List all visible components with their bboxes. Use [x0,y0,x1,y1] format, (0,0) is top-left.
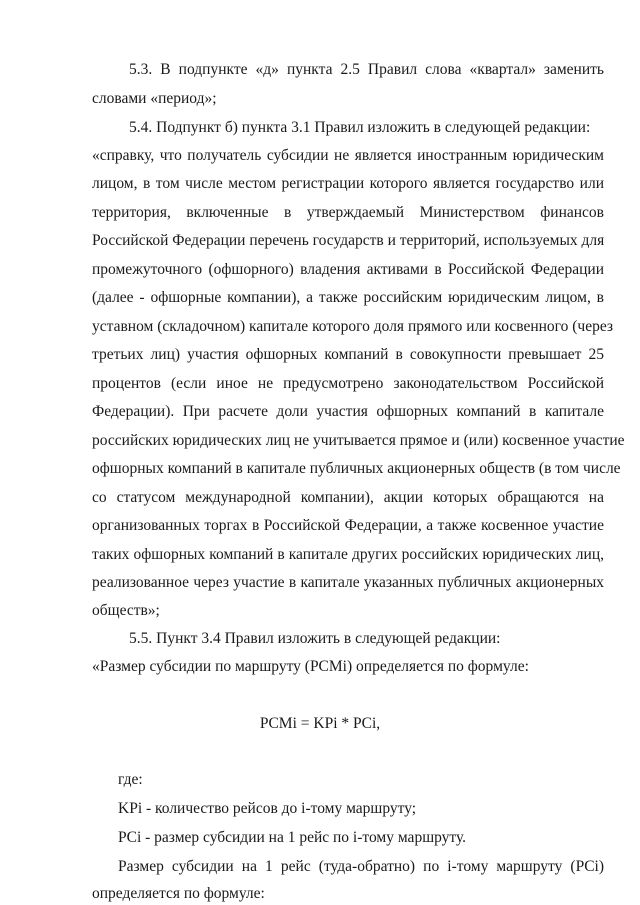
quote-line-8: третьих лиц) участия офшорных компаний в совокупности превышает 25 [92,346,604,363]
quote-line-17: обществ»; [92,602,160,619]
quote-line-1: «справку, что получатель субсидии не является иностранным юридическим [92,147,604,164]
quote-line-11: российских юридических лиц не учитывается прямое и (или) косвенное участие [92,432,625,449]
quote-line-2: лицом, в том числе местом регистрации которого является государство или [92,175,604,192]
paragraph-5-4-line-1: 5.4. Подпункт б) пункта 3.1 Правил изложить в следующей редакции: [129,119,591,136]
quote-line-5: промежуточного (офшорного) владения активами в Российской Федерации [92,261,604,278]
definition-kpi: KPi - количество рейсов до i-тому маршруту; [118,800,417,817]
quote-line-12: офшорных компаний в капитале публичных акционерных обществ (в том числе [92,460,621,477]
quote-line-13: со статусом международной компании), акции которых обращаются на [92,489,604,506]
quote-line-14: организованных торгах в Российской Федерации, а также косвенное участие [92,517,604,534]
quote-line-16: реализованное через участие в капитале указанных публичных акционерных [92,574,604,591]
paragraph-pci-line-1: Размер субсидии на 1 рейс (туда-обратно) по i-тому маршруту (PCi) [118,858,604,875]
quote-line-9: процентов (если иное не предусмотрено законодательством Российской [92,375,604,392]
quote-line-10: Федерации). При расчете доли участия офшорных компаний в капитале [92,403,604,420]
quote-line-7: уставном (складочном) капитале которого доля прямого или косвенного (через [92,318,614,335]
paragraph-5-5-line-2: «Размер субсидии по маршруту (PCMi) определяется по формуле: [92,658,529,675]
where-label: где: [118,771,143,788]
quote-line-6: (далее - офшорные компании), а также российским юридическим лицом, в [92,289,604,306]
quote-line-4: Российской Федерации перечень государств и территорий, используемых для [92,232,605,249]
paragraph-5-5-line-1: 5.5. Пункт 3.4 Правил изложить в следующей редакции: [129,630,501,647]
quote-line-15: таких офшорных компаний в капитале других российских юридических лиц, [92,546,604,563]
paragraph-pci-line-2: определяется по формуле: [92,885,265,902]
paragraph-5-3-line-1: 5.3. В подпункте «д» пункта 2.5 Правил слова «квартал» заменить [129,61,604,78]
paragraph-5-3-line-2: словами «период»; [92,90,217,107]
formula-pcmi: PCMi = KPi * PCi, [259,715,381,732]
quote-line-3: территория, включенные в утверждаемый Министерством финансов [92,204,604,221]
definition-pci: PCi - размер субсидии на 1 рейс по i-тому маршруту. [118,829,467,846]
